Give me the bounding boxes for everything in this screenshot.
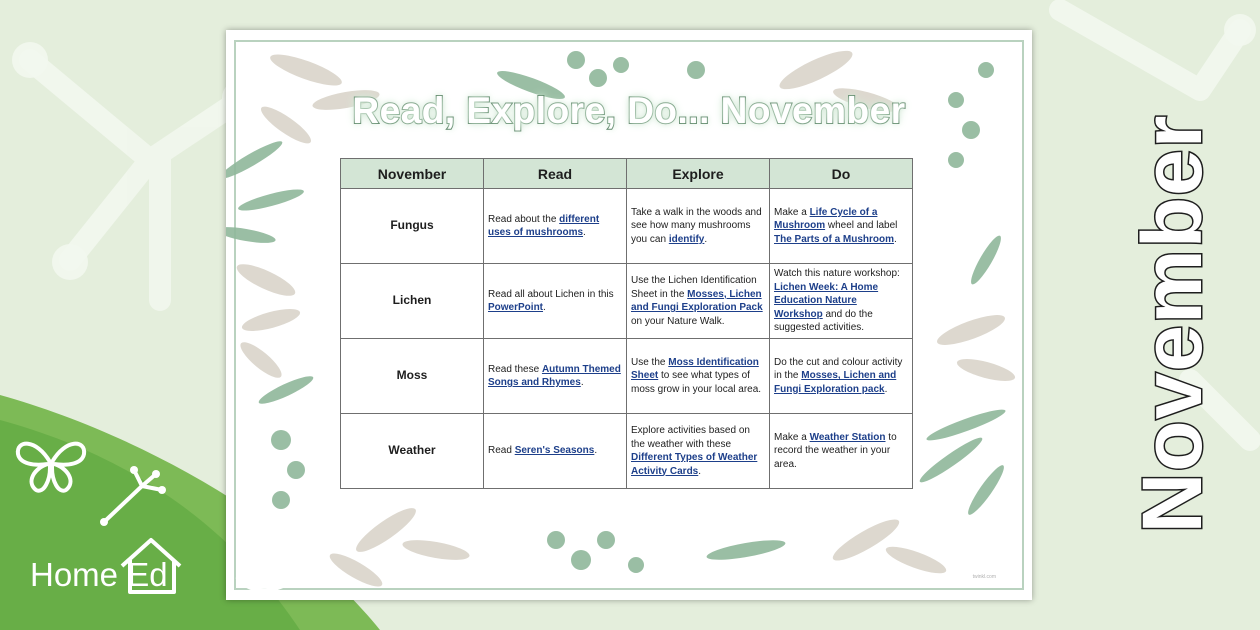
- column-header-explore: Explore: [627, 159, 770, 189]
- activity-table: [340, 158, 913, 489]
- table-row: [341, 414, 913, 489]
- resource-link[interactable]: Moss Identification Sheet: [631, 356, 759, 382]
- resource-link[interactable]: Mosses, Lichen and Fungi Exploration pack: [774, 370, 897, 395]
- cell-text: Explore activities based on the weather with these: [631, 425, 750, 450]
- cell-text: on your Nature Walk.: [631, 315, 725, 327]
- read-cell: [484, 339, 627, 414]
- cell-text: .: [583, 227, 586, 238]
- resource-link[interactable]: The Parts of a Mushroom: [774, 233, 895, 245]
- cell-text: Watch this nature workshop:: [774, 268, 900, 280]
- table-row: [341, 339, 913, 414]
- cell-text: Read: [488, 445, 515, 457]
- do-cell: [770, 339, 913, 414]
- cell-text: Use the: [631, 356, 669, 368]
- column-header-november: November: [341, 159, 484, 189]
- resource-link[interactable]: PowerPoint: [488, 302, 544, 313]
- worksheet-title: Read, Explore, Do... November: [352, 90, 906, 131]
- column-header-do: Do: [770, 159, 913, 189]
- cell-text: Read all about Lichen in this: [488, 288, 614, 300]
- resource-link[interactable]: Different Types of Weather Activity Cards: [631, 452, 758, 477]
- worksheet: [226, 30, 1032, 600]
- do-cell: [770, 414, 913, 489]
- column-header-read: Read: [484, 159, 627, 189]
- table-row: [341, 264, 913, 339]
- do-cell: [770, 189, 913, 264]
- cell-text: Make a: [774, 431, 810, 443]
- topic-cell: Moss: [341, 339, 484, 414]
- topic-cell: Fungus: [341, 189, 484, 264]
- cell-text: Make a: [774, 206, 810, 218]
- resource-link[interactable]: Life Cycle of a Mushroom: [774, 206, 878, 232]
- explore-cell: [627, 414, 770, 489]
- cell-text: .: [884, 383, 888, 395]
- resource-link[interactable]: Autumn Themed Songs and Rhymes: [488, 363, 621, 388]
- cell-text: .: [594, 445, 598, 457]
- cell-text: Read about the: [488, 213, 560, 225]
- cell-text: wheel and label: [825, 220, 898, 232]
- cell-text: Take a walk in the woods and see how many mushrooms you can: [631, 206, 762, 245]
- resource-link[interactable]: Seren's Seasons: [514, 445, 595, 457]
- explore-cell: [627, 339, 770, 414]
- resource-link[interactable]: Mosses, Lichen and Fungi Exploration Pack: [631, 288, 763, 313]
- cell-text: .: [704, 233, 708, 245]
- footer-note: twinkl.com: [972, 574, 996, 580]
- resource-link[interactable]: identify: [668, 233, 705, 245]
- topic-cell: Lichen: [341, 264, 484, 339]
- resource-link[interactable]: Weather Station: [809, 431, 886, 443]
- read-cell: [484, 189, 627, 264]
- cell-text: .: [580, 377, 584, 388]
- cell-text: to record the weather in your area.: [774, 431, 897, 470]
- butterfly-icon: [12, 432, 90, 498]
- resource-link[interactable]: different uses of mushrooms: [488, 213, 600, 238]
- read-cell: [484, 264, 627, 339]
- cell-text: Read these: [488, 363, 542, 375]
- cell-text: and do the suggested activities.: [774, 308, 873, 334]
- read-cell: [484, 414, 627, 489]
- cell-text: to see what types of moss grow in your local area.: [631, 370, 762, 395]
- cell-text: Do the cut and colour activity in the: [774, 356, 903, 382]
- table-row: [341, 189, 913, 264]
- topic-cell: Weather: [341, 414, 484, 489]
- cell-text: Use the Lichen Identification Sheet in the: [631, 275, 757, 300]
- explore-cell: [627, 189, 770, 264]
- dandelion-seed-icon: [98, 464, 168, 528]
- cell-text: .: [543, 302, 546, 313]
- cell-text: .: [698, 465, 702, 477]
- table-header-row: [341, 159, 913, 189]
- cell-text: .: [894, 233, 897, 245]
- explore-cell: [627, 264, 770, 339]
- do-cell: [770, 264, 913, 339]
- leaf-icon: [234, 552, 304, 600]
- brand-name: Home Ed: [30, 556, 168, 593]
- resource-link[interactable]: Lichen Week: A Home Education Nature Workshop: [774, 281, 879, 320]
- side-title: November: [1125, 114, 1219, 534]
